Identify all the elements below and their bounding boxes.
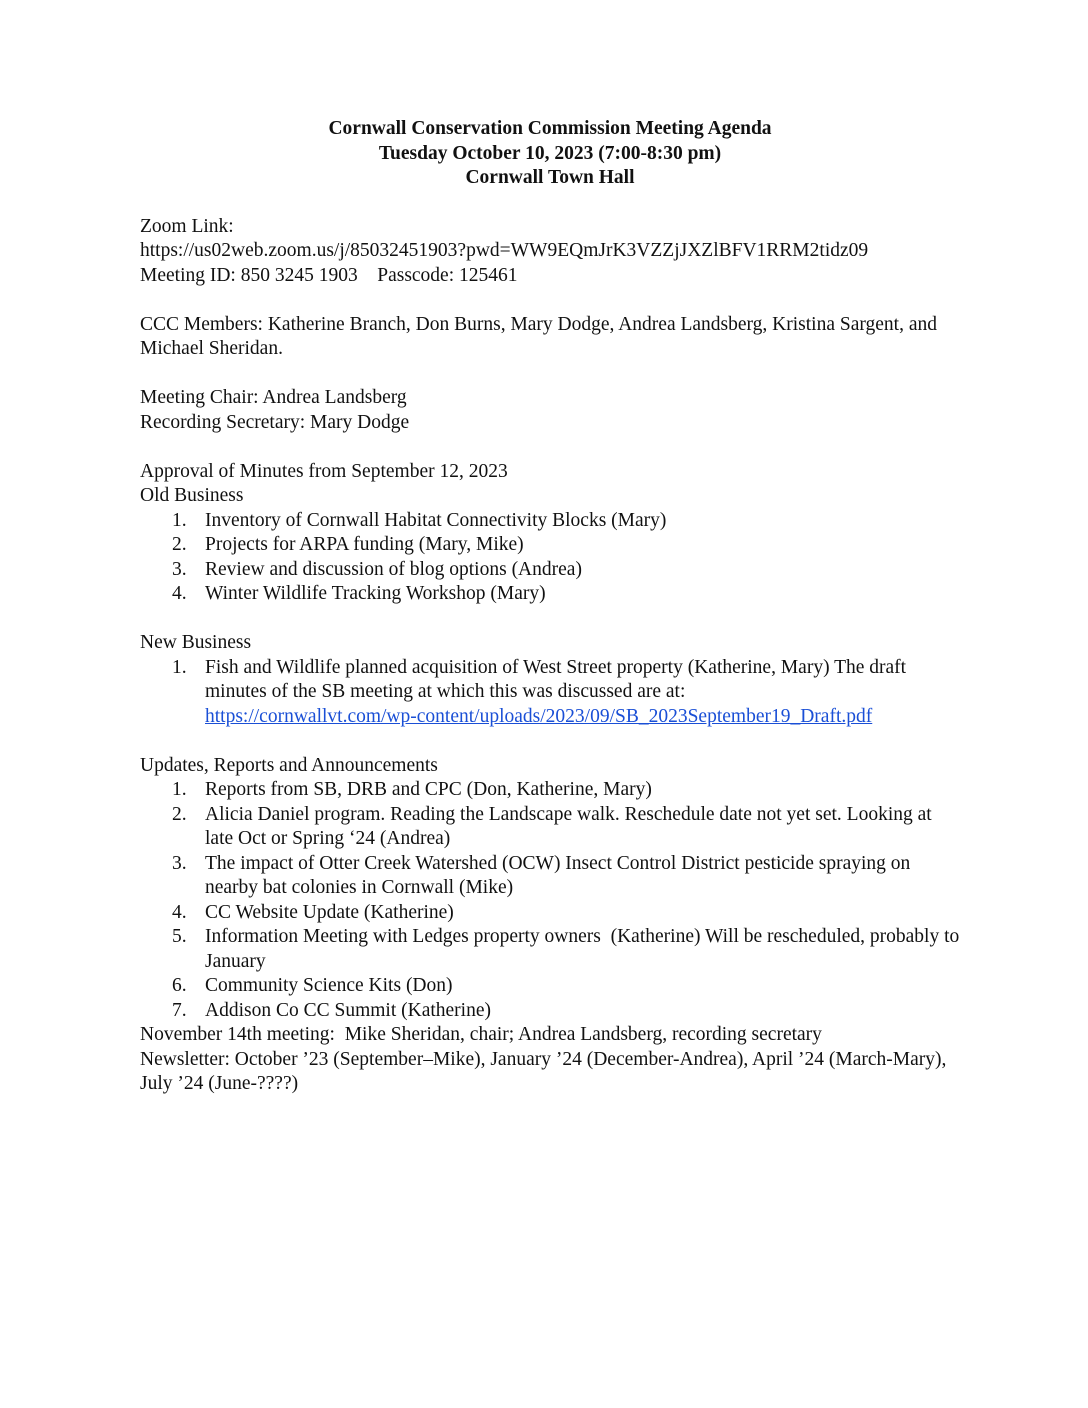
list-item: [140, 558, 960, 583]
item-text: Fish and Wildlife planned acquisition of West Street property (Katherine, Mary) The draft minutes of the SB meeting at which this was discussed are at:: [205, 656, 907, 702]
list-item: [140, 803, 960, 852]
item-number: 2.: [172, 534, 187, 555]
zoom-label: Zoom Link:: [140, 215, 234, 237]
item-text: Projects for ARPA funding (Mary, Mike): [205, 534, 524, 555]
item-number: 1.: [172, 656, 187, 678]
agenda-document: [140, 117, 965, 1121]
recording-secretary: Recording Secretary: Mary Dodge: [140, 411, 410, 433]
old-business-title: Old Business: [140, 485, 244, 506]
item-text: Reports from SB, DRB and CPC (Don, Katherine, Mary): [205, 779, 652, 800]
old-business-section: [140, 484, 960, 607]
old-business-list: [140, 509, 960, 607]
zoom-meeting-id: Meeting ID: 850 3245 1903 Passcode: 125461: [140, 264, 518, 286]
updates-title: Updates, Reports and Announcements: [140, 754, 438, 776]
agenda-header: [140, 117, 960, 191]
item-number: 2.: [172, 803, 187, 825]
meeting-chair: Meeting Chair: Andrea Landsberg: [140, 387, 407, 408]
new-business-title: New Business: [140, 632, 252, 653]
item-number: 3.: [172, 558, 187, 580]
list-item: [140, 533, 960, 558]
list-item: [140, 999, 960, 1024]
list-item: [140, 852, 960, 901]
sb-minutes-link[interactable]: https://cornwallvt.com/wp-content/uploads/2023/09/SB_2023September19_Draft.pdf: [205, 705, 873, 727]
item-text: Winter Wildlife Tracking Workshop (Mary): [205, 583, 546, 604]
agenda-date: Tuesday October 10, 2023 (7:00-8:30 pm): [378, 142, 722, 164]
item-text: Alicia Daniel program. Reading the Landscape walk. Reschedule date not yet set. Looking at late Oct or Spring ‘24 (Andrea): [205, 803, 932, 849]
item-number: 4.: [172, 901, 187, 923]
item-number: 6.: [172, 975, 187, 996]
approval-of-minutes: Approval of Minutes from September 12, 2023: [140, 460, 508, 482]
november-meeting: November 14th meeting: Mike Sheridan, chair; Andrea Landsberg, recording secretary: [140, 1024, 822, 1045]
list-item: [140, 901, 960, 926]
zoom-section: [140, 215, 960, 289]
updates-section: [140, 754, 965, 1024]
updates-list: [140, 778, 965, 1023]
agenda-location: Cornwall Town Hall: [465, 167, 635, 188]
new-business-list: [140, 656, 960, 730]
item-text: Addison Co CC Summit (Katherine): [205, 999, 491, 1021]
list-item: [140, 582, 960, 607]
agenda-title: Cornwall Conservation Commission Meeting Agenda: [328, 118, 772, 139]
list-item: [140, 925, 965, 974]
item-number: 1.: [172, 509, 187, 531]
list-item: [140, 656, 960, 730]
list-item: [140, 974, 960, 999]
list-item: [140, 778, 960, 803]
item-number: 7.: [172, 999, 187, 1021]
zoom-url[interactable]: https://us02web.zoom.us/j/85032451903?pwd=WW9EQmJrK3VZZjJXZlBFV1RRM2tidz09: [140, 240, 869, 261]
item-text: Inventory of Cornwall Habitat Connectivity Blocks (Mary): [205, 509, 667, 531]
meeting-roles: [140, 386, 960, 435]
item-number: 1.: [172, 779, 187, 800]
newsletter-schedule: Newsletter: October ’23 (September–Mike), January ’24 (December-Andrea), April ’24 (March-Mary), July ’24 (June-????): [140, 1048, 947, 1094]
item-number: 5.: [172, 926, 187, 947]
list-item: [140, 509, 960, 534]
item-text: CC Website Update (Katherine): [205, 901, 454, 923]
item-text: Review and discussion of blog options (Andrea): [205, 558, 582, 580]
new-business-section: [140, 631, 960, 729]
item-text: The impact of Otter Creek Watershed (OCW) Insect Control District pesticide spraying on nearby bat colonies in Cornwall (Mike): [205, 852, 911, 898]
item-number: 4.: [172, 583, 187, 604]
ccc-members: CCC Members: Katherine Branch, Don Burns, Mary Dodge, Andrea Landsberg, Kristina Sargent, and Michael Sheridan.: [140, 313, 937, 359]
item-text: Information Meeting with Ledges property owners (Katherine) Will be rescheduled, probably to January: [205, 926, 965, 972]
item-number: 3.: [172, 852, 187, 874]
item-text: Community Science Kits (Don): [205, 975, 453, 996]
